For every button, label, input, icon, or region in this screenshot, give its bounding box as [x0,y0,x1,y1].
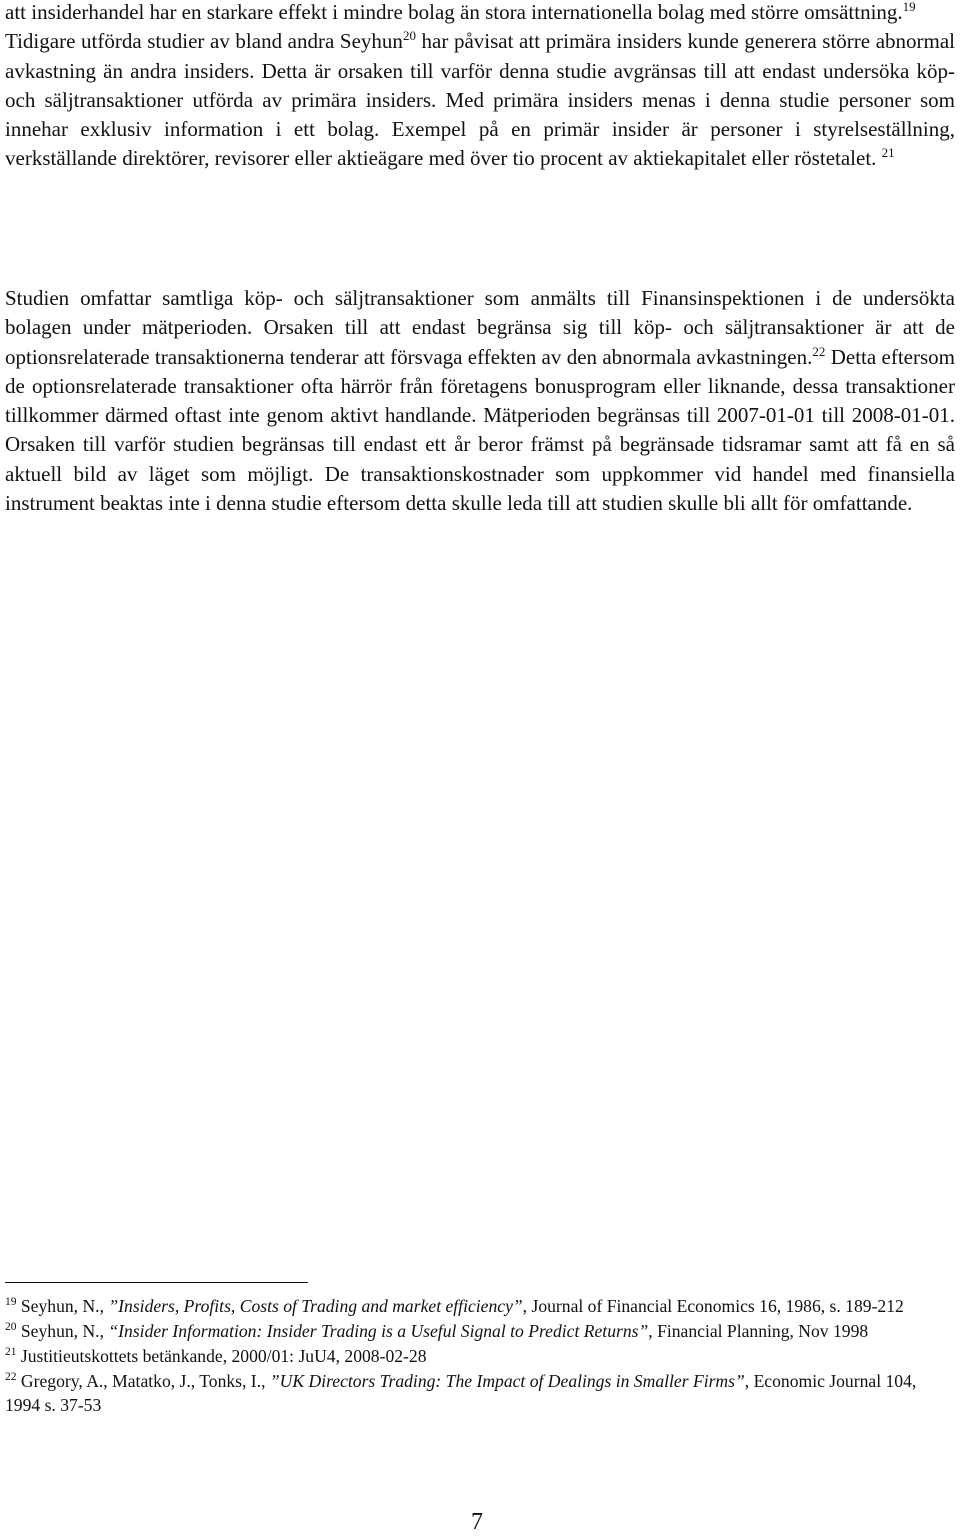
footnote-author: Gregory, A., Matatko, J., Tonks, I., [16,1371,270,1391]
footnote-20 [5,1319,955,1343]
footnote-separator [5,1282,308,1283]
footnotes [5,1294,955,1418]
footnote-ref-20[interactable]: 20 [402,28,416,44]
paragraph-text: har påvisat att primära insiders kunde generera större abnormal avkastning än andra insiders. Detta är orsaken till varför denna studie avgränsas till att endast undersöka köp- och säljtransaktioner utförda av primära insiders. Med primära insiders menas i denna studie personer som innehar exklusiv information i ett bolag. Exempel på en primär insider är personer i styrelseställning, verkställande direktörer, revisorer eller aktieägare med över tio procent av aktiekapitalet eller röstetalet. [5,29,955,171]
footnote-source: , Economic Journal 104, 1994 s. 37-53 [5,1371,917,1415]
footnote-ref-21[interactable]: 21 [881,145,895,161]
footnote-source: , Journal of Financial Economics 16, 1986, s. 189-212 [522,1296,904,1316]
footnote-text: Justitieutskottets betänkande, 2000/01: JuU4, 2008-02-28 [16,1346,427,1366]
paragraph-text: Studien omfattar samtliga köp- och säljtransaktioner som anmälts till Finansinspektionen i de undersökta bolagen under mätperioden. Orsaken till att endast begränsa sig till köp- och säljtransaktioner är att de optionsrelaterade transaktionerna tenderar att försvaga effekten av den abnormala avkastningen. [5,286,955,369]
footnote-author: Seyhun, N., [16,1321,109,1341]
footnote-number: 20 [5,1321,17,1334]
body-paragraph-1 [5,0,955,174]
footnote-19 [5,1294,955,1318]
footnote-number: 22 [5,1371,17,1384]
footnote-title: ”UK Directors Trading: The Impact of Dealings in Smaller Firms” [269,1371,745,1391]
footnote-ref-19[interactable]: 19 [902,0,916,14]
footnote-title: “Insider Information: Insider Trading is a Useful Signal to Predict Returns” [108,1321,649,1341]
footnote-author: Seyhun, N., [16,1296,109,1316]
paragraph-text: Detta eftersom de optionsrelaterade transaktioner ofta härrör från företagens bonusprogram eller liknande, dessa transaktioner tillkommer därmed oftast inte genom aktivt handlande. Mätperioden begränsas till 2007-01-01 till 2008-01-01. Orsaken till varför studien begränsas till endast ett år beror främst på begränsade tidsramar samt att få en så aktuell bild av läget som möjligt. De transaktionskostnader som uppkommer vid handel med finansiella instrument beaktas inte i denna studie eftersom detta skulle leda till att studien skulle bli allt för omfattande. [5,344,955,516]
footnote-number: 21 [5,1346,17,1359]
footnote-source: , Financial Planning, Nov 1998 [648,1321,869,1341]
body-paragraph-2 [5,284,955,518]
footnote-ref-22[interactable]: 22 [812,343,826,359]
paragraph-text: att insiderhandel har en starkare effekt i mindre bolag än stora internationella bolag med större omsättning. [5,0,903,24]
page-number: 7 [471,1509,483,1535]
footnote-22 [5,1369,955,1417]
paragraph-text: Tidigare utförda studier av bland andra Seyhun [5,29,403,54]
footnote-title: ”Insiders, Profits, Costs of Trading and market efficiency” [108,1296,523,1316]
footnote-21 [5,1344,955,1368]
footnote-number: 19 [5,1296,17,1309]
